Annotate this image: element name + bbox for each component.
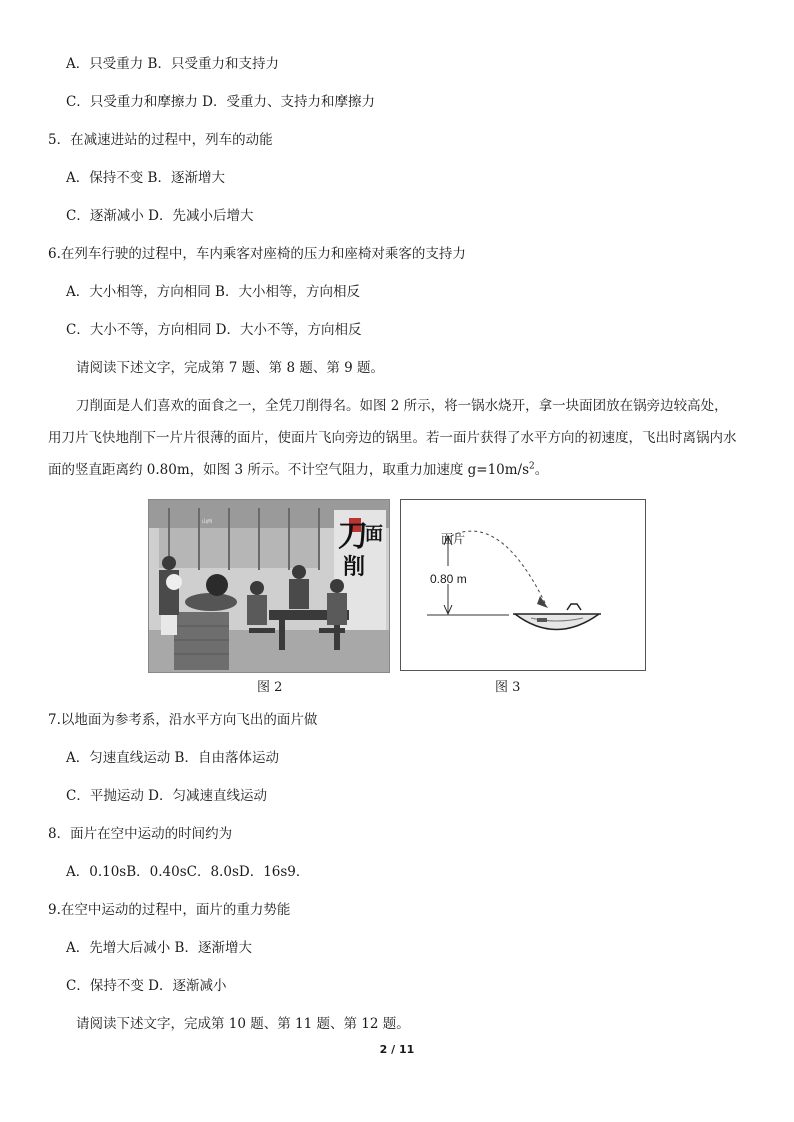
- q9-options-cd: C．保持不变 D．逐渐减小: [66, 978, 227, 994]
- q7-stem: 7.以地面为参考系，沿水平方向飞出的面片做: [48, 712, 318, 728]
- wok-handle: [567, 604, 581, 610]
- diner-figure: [327, 593, 347, 625]
- reading-instruction-7-9: 请阅读下述文字，完成第 7 题、第 8 题、第 9 题。: [76, 360, 385, 376]
- wok-shape: [515, 614, 599, 630]
- diner-figure: [289, 579, 309, 609]
- q5-options-cd: C．逐渐减小 D．先减小后增大: [66, 208, 254, 224]
- q6-options-ab: A．大小相等，方向相同 B．大小相等，方向相反: [66, 284, 360, 300]
- seal-text: 山西: [201, 519, 212, 525]
- title-char-dao: 刀: [338, 519, 368, 554]
- q4-options-cd: C．只受重力和摩擦力 D．受重力、支持力和摩擦力: [66, 94, 375, 110]
- trajectory-arrowhead: [537, 596, 548, 608]
- figure-2-illustration: [148, 499, 390, 673]
- title-char-mian: 面: [365, 524, 383, 545]
- q9-stem: 9.在空中运动的过程中，面片的重力势能: [48, 902, 291, 918]
- passage-exponent: 2: [529, 461, 535, 472]
- wok: [185, 593, 237, 611]
- q6-options-cd: C．大小不等，方向相同 D．大小不等，方向相反: [66, 322, 362, 338]
- passage-paragraph: [48, 390, 738, 486]
- reading-instruction-10-12: 请阅读下述文字，完成第 10 题、第 11 题、第 12 题。: [76, 1016, 410, 1032]
- q8-options: A．0.10sB．0.40sC．8.0sD．16s9．: [66, 864, 310, 880]
- q7-options-cd: C．平抛运动 D．匀减速直线运动: [66, 788, 267, 804]
- label-height: 0.80 m: [430, 572, 467, 586]
- stove: [174, 612, 229, 670]
- figure-2-caption: 图 2: [257, 680, 283, 695]
- q9-options-ab: A．先增大后减小 B．逐渐增大: [66, 940, 252, 956]
- q6-stem: 6.在列车行驶的过程中，车内乘客对座椅的压力和座椅对乘客的支持力: [48, 246, 466, 262]
- q4-options-ab: A．只受重力 B．只受重力和支持力: [66, 56, 279, 72]
- figure-3-diagram: [400, 499, 646, 671]
- q5-stem: 5．在减速进站的过程中，列车的动能: [48, 132, 273, 148]
- figure-2-title: [335, 514, 387, 584]
- title-char-xiao: 削: [343, 554, 366, 580]
- diner-figure: [247, 595, 267, 625]
- figure-3-caption: 图 3: [495, 680, 521, 695]
- trajectory-path: [451, 531, 546, 605]
- q7-options-ab: A．匀速直线运动 B．自由落体运动: [66, 750, 279, 766]
- label-noodle-piece: 面片: [441, 532, 466, 546]
- q8-stem: 8．面片在空中运动的时间约为: [48, 826, 233, 842]
- page-number: 2 / 11: [379, 1043, 415, 1056]
- passage-end: 。: [534, 462, 549, 478]
- q5-options-ab: A．保持不变 B．逐渐增大: [66, 170, 225, 186]
- passage-text: 刀削面是人们喜欢的面食之一，全凭刀削得名。如图 2 所示，将一锅水烧开，拿一块面团放在锅旁边较高处，用刀片飞快地削下一片片很薄的面片，使面片飞向旁边的锅里。若一面片获得了水平方向的初速度，飞出时离锅内水面的竖直距离约 0.80m，如图 3 所示。不计空气阻力，取重力加速度 g=10m/s: [48, 398, 737, 478]
